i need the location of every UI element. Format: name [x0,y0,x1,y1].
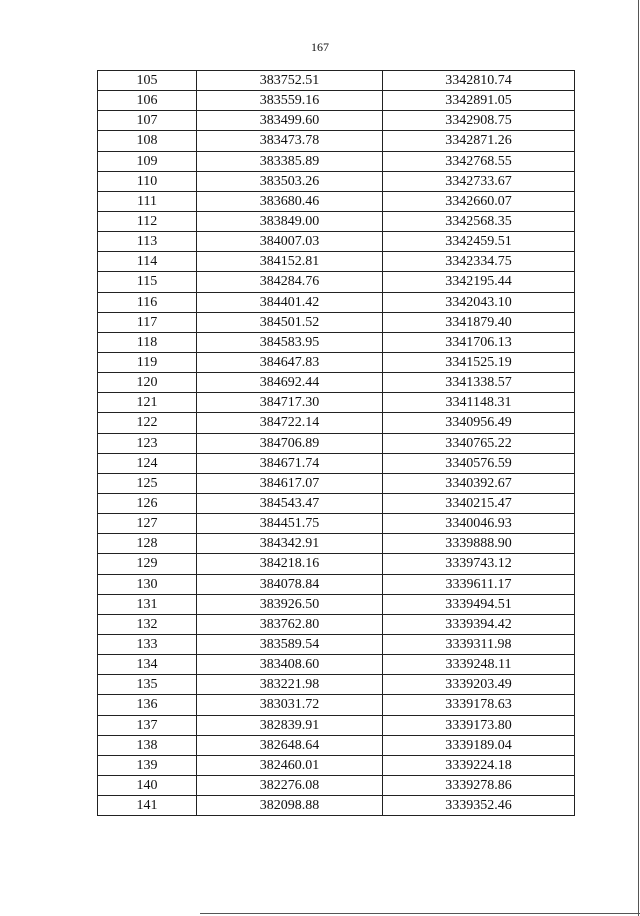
point-number-cell: 108 [98,131,197,151]
x-coordinate-cell: 382648.64 [197,735,383,755]
x-coordinate-cell: 383499.60 [197,111,383,131]
point-number-cell: 111 [98,191,197,211]
coordinate-table [97,70,575,816]
table-row [98,715,575,735]
point-number-cell: 128 [98,534,197,554]
y-coordinate-cell: 3342195.44 [383,272,575,292]
x-coordinate-cell: 384451.75 [197,514,383,534]
y-coordinate-cell: 3342768.55 [383,151,575,171]
x-coordinate-cell: 384342.91 [197,534,383,554]
point-number-cell: 134 [98,655,197,675]
page-number: 167 [311,40,329,54]
table-row [98,775,575,795]
y-coordinate-cell: 3339394.42 [383,614,575,634]
table-row [98,292,575,312]
x-coordinate-cell: 383680.46 [197,191,383,211]
table-row [98,232,575,252]
y-coordinate-cell: 3339278.86 [383,775,575,795]
point-number-cell: 131 [98,594,197,614]
x-coordinate-cell: 383221.98 [197,675,383,695]
x-coordinate-cell: 383385.89 [197,151,383,171]
y-coordinate-cell: 3340576.59 [383,453,575,473]
x-coordinate-cell: 383752.51 [197,71,383,91]
x-coordinate-cell: 384722.14 [197,413,383,433]
y-coordinate-cell: 3339203.49 [383,675,575,695]
y-coordinate-cell: 3340956.49 [383,413,575,433]
x-coordinate-cell: 384543.47 [197,493,383,513]
y-coordinate-cell: 3342334.75 [383,252,575,272]
y-coordinate-cell: 3342733.67 [383,171,575,191]
point-number-cell: 117 [98,312,197,332]
y-coordinate-cell: 3341148.31 [383,393,575,413]
point-number-cell: 113 [98,232,197,252]
table-row [98,171,575,191]
point-number-cell: 106 [98,91,197,111]
point-number-cell: 105 [98,71,197,91]
table-row [98,473,575,493]
y-coordinate-cell: 3340392.67 [383,473,575,493]
x-coordinate-cell: 384007.03 [197,232,383,252]
y-coordinate-cell: 3342908.75 [383,111,575,131]
table-row [98,796,575,816]
y-coordinate-cell: 3339224.18 [383,755,575,775]
point-number-cell: 118 [98,332,197,352]
x-coordinate-cell: 383031.72 [197,695,383,715]
y-coordinate-cell: 3341879.40 [383,312,575,332]
table-row [98,634,575,654]
table-row [98,393,575,413]
x-coordinate-cell: 383926.50 [197,594,383,614]
x-coordinate-cell: 382460.01 [197,755,383,775]
x-coordinate-cell: 384501.52 [197,312,383,332]
table-row [98,413,575,433]
x-coordinate-cell: 383473.78 [197,131,383,151]
x-coordinate-cell: 382276.08 [197,775,383,795]
y-coordinate-cell: 3342043.10 [383,292,575,312]
y-coordinate-cell: 3341706.13 [383,332,575,352]
page-edge-right [638,0,639,916]
table-row [98,71,575,91]
point-number-cell: 112 [98,211,197,231]
table-row [98,111,575,131]
y-coordinate-cell: 3342810.74 [383,71,575,91]
table-row [98,252,575,272]
table-row [98,574,575,594]
x-coordinate-cell: 384692.44 [197,373,383,393]
y-coordinate-cell: 3339611.17 [383,574,575,594]
point-number-cell: 136 [98,695,197,715]
y-coordinate-cell: 3342891.05 [383,91,575,111]
y-coordinate-cell: 3340046.93 [383,514,575,534]
x-coordinate-cell: 384401.42 [197,292,383,312]
x-coordinate-cell: 384717.30 [197,393,383,413]
y-coordinate-cell: 3340215.47 [383,493,575,513]
table-row [98,131,575,151]
x-coordinate-cell: 384078.84 [197,574,383,594]
table-row [98,755,575,775]
y-coordinate-cell: 3341338.57 [383,373,575,393]
table-row [98,655,575,675]
table-row [98,373,575,393]
table-row [98,332,575,352]
x-coordinate-cell: 384583.95 [197,332,383,352]
y-coordinate-cell: 3339888.90 [383,534,575,554]
point-number-cell: 119 [98,352,197,372]
point-number-cell: 132 [98,614,197,634]
table-row [98,312,575,332]
y-coordinate-cell: 3342459.51 [383,232,575,252]
point-number-cell: 121 [98,393,197,413]
table-row [98,211,575,231]
table-row [98,735,575,755]
x-coordinate-cell: 384284.76 [197,272,383,292]
point-number-cell: 127 [98,514,197,534]
y-coordinate-cell: 3339178.63 [383,695,575,715]
point-number-cell: 130 [98,574,197,594]
point-number-cell: 120 [98,373,197,393]
point-number-cell: 114 [98,252,197,272]
point-number-cell: 141 [98,796,197,816]
y-coordinate-cell: 3339311.98 [383,634,575,654]
y-coordinate-cell: 3339494.51 [383,594,575,614]
x-coordinate-cell: 383762.80 [197,614,383,634]
y-coordinate-cell: 3341525.19 [383,352,575,372]
table-row [98,675,575,695]
x-coordinate-cell: 384706.89 [197,433,383,453]
table-row [98,493,575,513]
x-coordinate-cell: 384671.74 [197,453,383,473]
point-number-cell: 138 [98,735,197,755]
table-row [98,91,575,111]
x-coordinate-cell: 384218.16 [197,554,383,574]
point-number-cell: 139 [98,755,197,775]
table-row [98,433,575,453]
y-coordinate-cell: 3339248.11 [383,655,575,675]
point-number-cell: 122 [98,413,197,433]
table-row [98,534,575,554]
point-number-cell: 129 [98,554,197,574]
y-coordinate-cell: 3342568.35 [383,211,575,231]
y-coordinate-cell: 3339189.04 [383,735,575,755]
x-coordinate-cell: 384647.83 [197,352,383,372]
table-row [98,614,575,634]
y-coordinate-cell: 3342660.07 [383,191,575,211]
table-row [98,453,575,473]
point-number-cell: 135 [98,675,197,695]
page-edge-bottom [200,913,640,914]
x-coordinate-cell: 384152.81 [197,252,383,272]
point-number-cell: 107 [98,111,197,131]
y-coordinate-cell: 3342871.26 [383,131,575,151]
table-row [98,151,575,171]
table-row [98,554,575,574]
table-row [98,272,575,292]
table-row [98,514,575,534]
point-number-cell: 115 [98,272,197,292]
x-coordinate-cell: 383589.54 [197,634,383,654]
point-number-cell: 110 [98,171,197,191]
y-coordinate-cell: 3339352.46 [383,796,575,816]
y-coordinate-cell: 3340765.22 [383,433,575,453]
point-number-cell: 140 [98,775,197,795]
x-coordinate-cell: 383849.00 [197,211,383,231]
table-row [98,352,575,372]
point-number-cell: 137 [98,715,197,735]
point-number-cell: 124 [98,453,197,473]
point-number-cell: 126 [98,493,197,513]
point-number-cell: 133 [98,634,197,654]
x-coordinate-cell: 383408.60 [197,655,383,675]
x-coordinate-cell: 383559.16 [197,91,383,111]
x-coordinate-cell: 384617.07 [197,473,383,493]
point-number-cell: 123 [98,433,197,453]
table-row [98,191,575,211]
x-coordinate-cell: 383503.26 [197,171,383,191]
x-coordinate-cell: 382098.88 [197,796,383,816]
table-row [98,594,575,614]
point-number-cell: 116 [98,292,197,312]
point-number-cell: 109 [98,151,197,171]
point-number-cell: 125 [98,473,197,493]
table-row [98,695,575,715]
y-coordinate-cell: 3339743.12 [383,554,575,574]
x-coordinate-cell: 382839.91 [197,715,383,735]
y-coordinate-cell: 3339173.80 [383,715,575,735]
table-body [98,71,575,816]
